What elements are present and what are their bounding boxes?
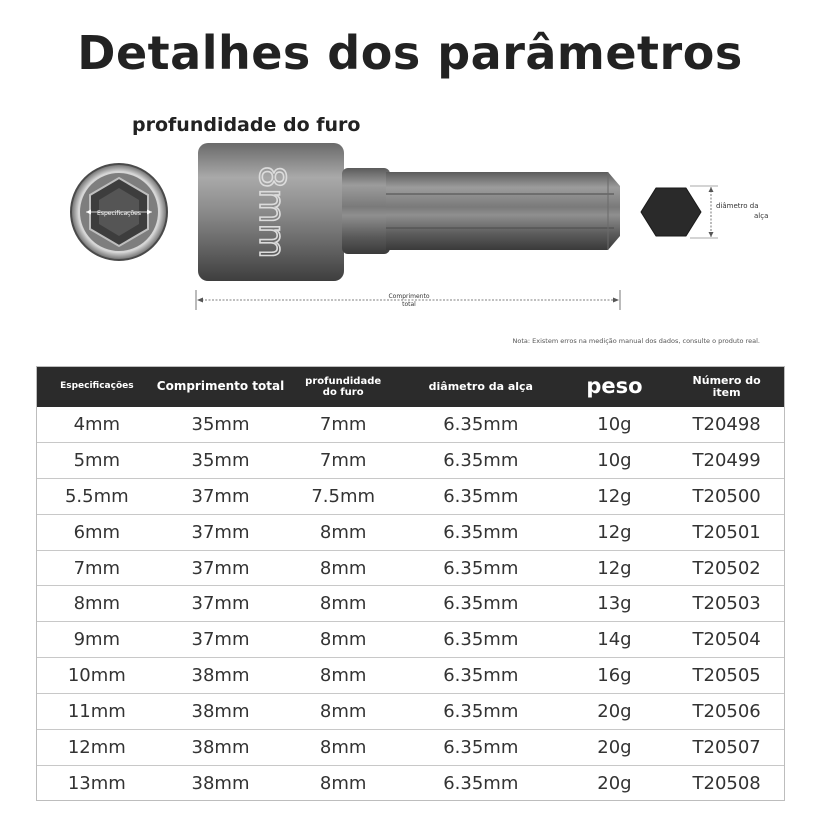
cell-depth: 8mm [319, 773, 367, 795]
cell-spec: 9mm [73, 629, 121, 651]
cell-shank: 6.35mm [443, 593, 519, 615]
cell-depth: 8mm [319, 736, 367, 758]
spec-table [36, 366, 785, 801]
cell-shank: 6.35mm [443, 701, 519, 723]
header-item [669, 375, 784, 399]
header-depth-line1: profundidade [305, 376, 382, 387]
cell-depth: 7.5mm [311, 485, 376, 507]
header-length: Comprimento total [156, 379, 285, 394]
length-label-line1: Comprimento [388, 293, 430, 300]
socket-end-view [71, 164, 167, 260]
header-spec: Especificações [60, 381, 134, 392]
cell-item: T20501 [692, 521, 761, 543]
cell-weight: 20g [597, 701, 632, 723]
cell-shank: 6.35mm [443, 557, 519, 579]
cell-length: 37mm [191, 629, 250, 651]
cell-item: T20504 [692, 629, 761, 651]
cell-weight: 13g [597, 593, 632, 615]
cell-spec: 6mm [73, 521, 121, 543]
cell-item: T20503 [692, 593, 761, 615]
cell-weight: 12g [597, 521, 632, 543]
cell-item: T20498 [692, 413, 761, 435]
cell-spec: 11mm [67, 701, 126, 723]
cell-shank: 6.35mm [443, 773, 519, 795]
length-dimension [196, 290, 620, 310]
cell-item: T20500 [692, 485, 761, 507]
header-depth [284, 376, 402, 398]
header-weight: peso [586, 374, 643, 399]
cell-spec: 13mm [67, 773, 126, 795]
table-header [37, 367, 784, 407]
table-row [37, 730, 784, 766]
table-row [37, 443, 784, 479]
socket-bit-illustration [0, 0, 820, 360]
length-label-line2: total [402, 301, 416, 308]
cell-depth: 7mm [319, 413, 367, 435]
cell-depth: 8mm [319, 629, 367, 651]
table-row [37, 515, 784, 551]
cell-shank: 6.35mm [443, 485, 519, 507]
cell-length: 37mm [191, 521, 250, 543]
cell-length: 35mm [191, 449, 250, 471]
cell-weight: 20g [597, 736, 632, 758]
table-body [37, 407, 784, 802]
cell-length: 37mm [191, 557, 250, 579]
table-row [37, 407, 784, 443]
cell-weight: 10g [597, 449, 632, 471]
cell-shank: 6.35mm [443, 521, 519, 543]
page-title: Detalhes dos parâmetros [77, 26, 743, 80]
shank-label-line2: alça [754, 212, 769, 220]
cell-item: T20505 [692, 665, 761, 687]
cell-weight: 16g [597, 665, 632, 687]
cell-depth: 8mm [319, 521, 367, 543]
cell-spec: 7mm [73, 557, 121, 579]
cell-length: 38mm [191, 736, 250, 758]
table-row [37, 479, 784, 515]
cell-length: 38mm [191, 773, 250, 795]
hex-shank-view [641, 186, 768, 238]
cell-weight: 10g [597, 413, 632, 435]
cell-spec: 5mm [73, 449, 121, 471]
cell-item: T20507 [692, 736, 761, 758]
cell-shank: 6.35mm [443, 665, 519, 687]
cell-spec: 5.5mm [64, 485, 129, 507]
table-row [37, 766, 784, 802]
section-subtitle: profundidade do furo [132, 114, 361, 136]
cell-item: T20499 [692, 449, 761, 471]
cell-length: 38mm [191, 701, 250, 723]
measurement-note: Nota: Existem erros na medição manual dos dados, consulte o produto real. [512, 337, 760, 345]
cell-item: T20508 [692, 773, 761, 795]
cell-spec: 4mm [73, 413, 121, 435]
cell-spec: 8mm [73, 593, 121, 615]
cell-length: 38mm [191, 665, 250, 687]
cell-length: 37mm [191, 485, 250, 507]
cell-depth: 8mm [319, 701, 367, 723]
size-marking: 8mm [251, 165, 292, 259]
cell-depth: 8mm [319, 593, 367, 615]
cell-weight: 12g [597, 485, 632, 507]
header-item-line2: item [712, 386, 741, 399]
cell-item: T20502 [692, 557, 761, 579]
socket-end-label: Especificações [97, 210, 141, 217]
cell-shank: 6.35mm [443, 449, 519, 471]
cell-weight: 14g [597, 629, 632, 651]
cell-length: 37mm [191, 593, 250, 615]
cell-shank: 6.35mm [443, 736, 519, 758]
cell-spec: 10mm [67, 665, 126, 687]
header-item-line1: Número do [692, 373, 761, 387]
socket-bit-side-view [198, 143, 620, 281]
shank-label-line1: diâmetro da [716, 202, 759, 210]
header-shank: diâmetro da alça [428, 379, 533, 393]
table-row [37, 658, 784, 694]
table-row [37, 622, 784, 658]
cell-shank: 6.35mm [443, 413, 519, 435]
cell-depth: 7mm [319, 449, 367, 471]
cell-weight: 20g [597, 773, 632, 795]
table-row [37, 694, 784, 730]
table-row [37, 586, 784, 622]
cell-depth: 8mm [319, 557, 367, 579]
cell-weight: 12g [597, 557, 632, 579]
header-depth-line2: do furo [322, 387, 364, 398]
cell-length: 35mm [191, 413, 250, 435]
table-row [37, 551, 784, 587]
cell-shank: 6.35mm [443, 629, 519, 651]
cell-spec: 12mm [67, 736, 126, 758]
cell-item: T20506 [692, 701, 761, 723]
cell-depth: 8mm [319, 665, 367, 687]
